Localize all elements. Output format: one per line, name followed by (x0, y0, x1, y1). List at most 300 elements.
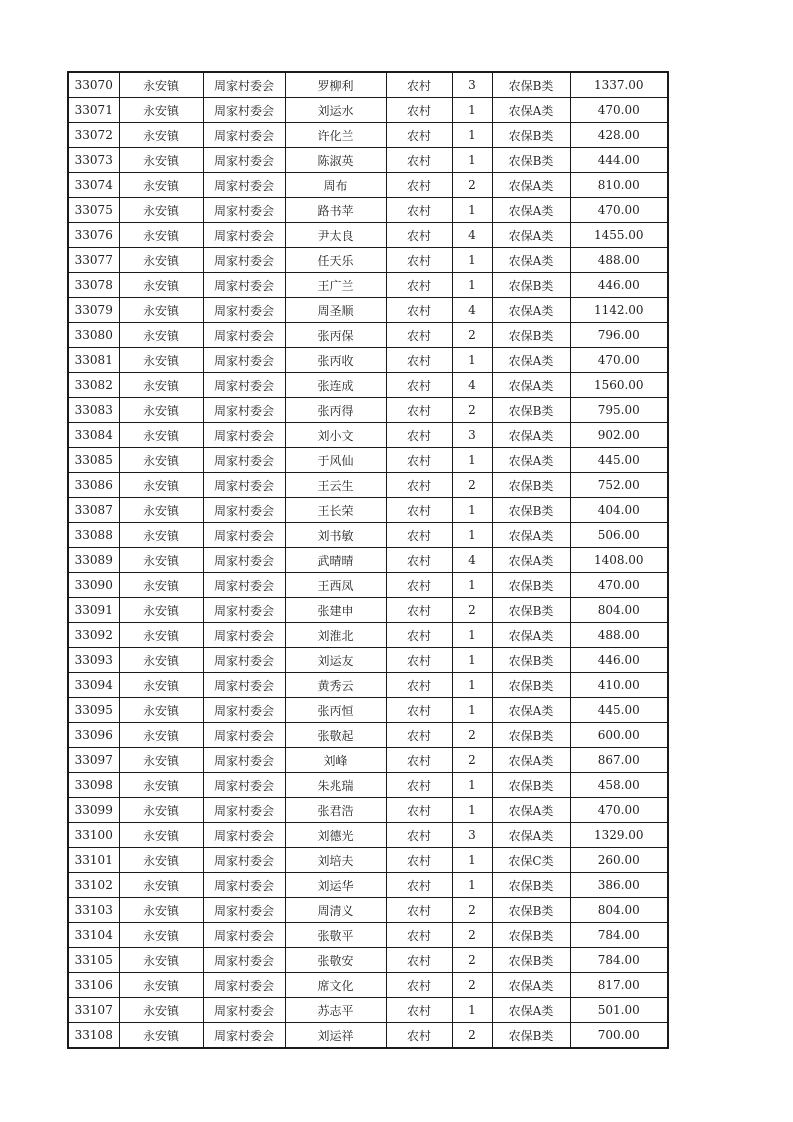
cell-record-id: 33073 (68, 148, 119, 173)
cell-town: 永安镇 (119, 848, 203, 873)
cell-residence-type: 农村 (386, 648, 452, 673)
cell-town: 永安镇 (119, 423, 203, 448)
cell-person-count: 4 (452, 373, 492, 398)
table-row (68, 698, 668, 723)
table-row (68, 848, 668, 873)
cell-record-id: 33079 (68, 298, 119, 323)
cell-insurance-category: 农保B类 (492, 498, 570, 523)
cell-person-count: 2 (452, 323, 492, 348)
cell-record-id: 33087 (68, 498, 119, 523)
cell-person-count: 1 (452, 273, 492, 298)
cell-person-count: 2 (452, 898, 492, 923)
cell-town: 永安镇 (119, 948, 203, 973)
table-row (68, 398, 668, 423)
cell-village-committee: 周家村委会 (203, 773, 285, 798)
cell-town: 永安镇 (119, 223, 203, 248)
table-row (68, 348, 668, 373)
cell-person-count: 1 (452, 198, 492, 223)
table-row (68, 548, 668, 573)
cell-village-committee: 周家村委会 (203, 873, 285, 898)
cell-amount: 488.00 (570, 623, 668, 648)
cell-town: 永安镇 (119, 623, 203, 648)
cell-insurance-category: 农保B类 (492, 323, 570, 348)
cell-person-count: 2 (452, 973, 492, 998)
cell-person-count: 1 (452, 573, 492, 598)
cell-person-name: 刘运祥 (285, 1023, 386, 1049)
cell-town: 永安镇 (119, 323, 203, 348)
cell-town: 永安镇 (119, 98, 203, 123)
cell-residence-type: 农村 (386, 598, 452, 623)
cell-residence-type: 农村 (386, 398, 452, 423)
cell-town: 永安镇 (119, 973, 203, 998)
cell-insurance-category: 农保B类 (492, 398, 570, 423)
cell-town: 永安镇 (119, 348, 203, 373)
cell-person-count: 1 (452, 148, 492, 173)
cell-person-count: 4 (452, 548, 492, 573)
table-row (68, 798, 668, 823)
cell-record-id: 33103 (68, 898, 119, 923)
cell-record-id: 33097 (68, 748, 119, 773)
cell-person-count: 3 (452, 72, 492, 98)
cell-insurance-category: 农保B类 (492, 148, 570, 173)
table-row (68, 473, 668, 498)
cell-village-committee: 周家村委会 (203, 398, 285, 423)
cell-residence-type: 农村 (386, 198, 452, 223)
cell-amount: 600.00 (570, 723, 668, 748)
cell-village-committee: 周家村委会 (203, 923, 285, 948)
cell-residence-type: 农村 (386, 798, 452, 823)
cell-amount: 796.00 (570, 323, 668, 348)
cell-amount: 810.00 (570, 173, 668, 198)
cell-person-name: 张敬安 (285, 948, 386, 973)
cell-insurance-category: 农保A类 (492, 623, 570, 648)
cell-insurance-category: 农保A类 (492, 448, 570, 473)
cell-amount: 488.00 (570, 248, 668, 273)
cell-person-name: 刘运水 (285, 98, 386, 123)
cell-person-count: 1 (452, 623, 492, 648)
cell-village-committee: 周家村委会 (203, 348, 285, 373)
cell-insurance-category: 农保A类 (492, 173, 570, 198)
cell-amount: 902.00 (570, 423, 668, 448)
cell-town: 永安镇 (119, 473, 203, 498)
cell-record-id: 33080 (68, 323, 119, 348)
cell-record-id: 33071 (68, 98, 119, 123)
cell-amount: 752.00 (570, 473, 668, 498)
cell-village-committee: 周家村委会 (203, 848, 285, 873)
cell-amount: 1337.00 (570, 72, 668, 98)
cell-record-id: 33104 (68, 923, 119, 948)
cell-village-committee: 周家村委会 (203, 148, 285, 173)
table-row (68, 1023, 668, 1049)
cell-person-count: 4 (452, 298, 492, 323)
cell-village-committee: 周家村委会 (203, 573, 285, 598)
cell-person-name: 张君浩 (285, 798, 386, 823)
cell-village-committee: 周家村委会 (203, 1023, 285, 1049)
cell-record-id: 33092 (68, 623, 119, 648)
cell-insurance-category: 农保B类 (492, 723, 570, 748)
cell-village-committee: 周家村委会 (203, 473, 285, 498)
cell-record-id: 33101 (68, 848, 119, 873)
table-row (68, 523, 668, 548)
cell-residence-type: 农村 (386, 72, 452, 98)
table-row (68, 723, 668, 748)
cell-residence-type: 农村 (386, 98, 452, 123)
cell-insurance-category: 农保A类 (492, 298, 570, 323)
cell-person-name: 于风仙 (285, 448, 386, 473)
cell-insurance-category: 农保B类 (492, 72, 570, 98)
cell-amount: 404.00 (570, 498, 668, 523)
cell-town: 永安镇 (119, 798, 203, 823)
cell-residence-type: 农村 (386, 423, 452, 448)
table-row (68, 773, 668, 798)
cell-person-name: 刘运友 (285, 648, 386, 673)
records-table (67, 71, 669, 1049)
cell-person-name: 刘培夫 (285, 848, 386, 873)
cell-amount: 470.00 (570, 198, 668, 223)
cell-record-id: 33081 (68, 348, 119, 373)
cell-insurance-category: 农保B类 (492, 673, 570, 698)
cell-town: 永安镇 (119, 648, 203, 673)
cell-record-id: 33094 (68, 673, 119, 698)
cell-person-count: 4 (452, 223, 492, 248)
cell-record-id: 33083 (68, 398, 119, 423)
cell-person-name: 王云生 (285, 473, 386, 498)
cell-person-name: 周圣顺 (285, 298, 386, 323)
cell-insurance-category: 农保A类 (492, 823, 570, 848)
cell-person-count: 1 (452, 998, 492, 1023)
cell-record-id: 33106 (68, 973, 119, 998)
cell-village-committee: 周家村委会 (203, 498, 285, 523)
cell-insurance-category: 农保A类 (492, 748, 570, 773)
cell-village-committee: 周家村委会 (203, 748, 285, 773)
cell-person-name: 朱兆瑞 (285, 773, 386, 798)
table-row (68, 998, 668, 1023)
cell-person-name: 许化兰 (285, 123, 386, 148)
table-row (68, 123, 668, 148)
cell-person-name: 张敬起 (285, 723, 386, 748)
cell-person-count: 1 (452, 98, 492, 123)
cell-town: 永安镇 (119, 723, 203, 748)
cell-residence-type: 农村 (386, 823, 452, 848)
cell-record-id: 33077 (68, 248, 119, 273)
table-row (68, 598, 668, 623)
cell-record-id: 33099 (68, 798, 119, 823)
cell-insurance-category: 农保A类 (492, 373, 570, 398)
cell-insurance-category: 农保A类 (492, 548, 570, 573)
cell-insurance-category: 农保A类 (492, 348, 570, 373)
cell-record-id: 33102 (68, 873, 119, 898)
cell-person-name: 席文化 (285, 973, 386, 998)
table-row (68, 973, 668, 998)
cell-person-count: 2 (452, 1023, 492, 1049)
cell-insurance-category: 农保A类 (492, 973, 570, 998)
cell-residence-type: 农村 (386, 523, 452, 548)
cell-person-name: 刘书敏 (285, 523, 386, 548)
table-row (68, 173, 668, 198)
cell-amount: 1329.00 (570, 823, 668, 848)
cell-person-name: 路书苹 (285, 198, 386, 223)
cell-town: 永安镇 (119, 198, 203, 223)
cell-town: 永安镇 (119, 248, 203, 273)
cell-residence-type: 农村 (386, 748, 452, 773)
cell-amount: 386.00 (570, 873, 668, 898)
cell-town: 永安镇 (119, 448, 203, 473)
cell-insurance-category: 农保B类 (492, 473, 570, 498)
table-row (68, 923, 668, 948)
cell-insurance-category: 农保A类 (492, 998, 570, 1023)
cell-village-committee: 周家村委会 (203, 698, 285, 723)
cell-person-name: 刘淮北 (285, 623, 386, 648)
cell-residence-type: 农村 (386, 448, 452, 473)
cell-amount: 260.00 (570, 848, 668, 873)
cell-person-name: 刘小文 (285, 423, 386, 448)
table-row (68, 623, 668, 648)
cell-town: 永安镇 (119, 698, 203, 723)
cell-amount: 1408.00 (570, 548, 668, 573)
cell-record-id: 33091 (68, 598, 119, 623)
cell-person-name: 王西凤 (285, 573, 386, 598)
cell-person-count: 1 (452, 123, 492, 148)
cell-town: 永安镇 (119, 923, 203, 948)
cell-record-id: 33093 (68, 648, 119, 673)
cell-person-count: 1 (452, 848, 492, 873)
cell-person-name: 张丙保 (285, 323, 386, 348)
cell-insurance-category: 农保B类 (492, 773, 570, 798)
cell-residence-type: 农村 (386, 973, 452, 998)
cell-village-committee: 周家村委会 (203, 72, 285, 98)
cell-amount: 784.00 (570, 923, 668, 948)
cell-village-committee: 周家村委会 (203, 998, 285, 1023)
cell-person-name: 王长荣 (285, 498, 386, 523)
cell-insurance-category: 农保C类 (492, 848, 570, 873)
cell-person-name: 张敬平 (285, 923, 386, 948)
cell-amount: 446.00 (570, 648, 668, 673)
cell-town: 永安镇 (119, 573, 203, 598)
cell-amount: 1142.00 (570, 298, 668, 323)
cell-residence-type: 农村 (386, 273, 452, 298)
cell-village-committee: 周家村委会 (203, 548, 285, 573)
cell-residence-type: 农村 (386, 673, 452, 698)
cell-insurance-category: 农保A类 (492, 798, 570, 823)
cell-person-count: 2 (452, 923, 492, 948)
cell-person-count: 2 (452, 748, 492, 773)
cell-insurance-category: 农保A类 (492, 223, 570, 248)
cell-amount: 445.00 (570, 448, 668, 473)
cell-amount: 470.00 (570, 348, 668, 373)
cell-amount: 470.00 (570, 573, 668, 598)
cell-village-committee: 周家村委会 (203, 123, 285, 148)
cell-person-count: 1 (452, 498, 492, 523)
cell-residence-type: 农村 (386, 498, 452, 523)
cell-person-name: 黄秀云 (285, 673, 386, 698)
table-row (68, 323, 668, 348)
cell-person-count: 1 (452, 523, 492, 548)
cell-record-id: 33090 (68, 573, 119, 598)
cell-amount: 470.00 (570, 798, 668, 823)
cell-residence-type: 农村 (386, 773, 452, 798)
cell-town: 永安镇 (119, 298, 203, 323)
cell-person-count: 1 (452, 348, 492, 373)
table-row (68, 873, 668, 898)
cell-person-name: 刘运华 (285, 873, 386, 898)
cell-record-id: 33098 (68, 773, 119, 798)
cell-village-committee: 周家村委会 (203, 423, 285, 448)
table-row (68, 298, 668, 323)
cell-town: 永安镇 (119, 148, 203, 173)
cell-record-id: 33095 (68, 698, 119, 723)
cell-town: 永安镇 (119, 998, 203, 1023)
cell-residence-type: 农村 (386, 148, 452, 173)
cell-village-committee: 周家村委会 (203, 298, 285, 323)
table-row (68, 648, 668, 673)
cell-town: 永安镇 (119, 873, 203, 898)
cell-record-id: 33070 (68, 72, 119, 98)
cell-residence-type: 农村 (386, 473, 452, 498)
cell-record-id: 33078 (68, 273, 119, 298)
cell-town: 永安镇 (119, 898, 203, 923)
table-row (68, 273, 668, 298)
cell-town: 永安镇 (119, 173, 203, 198)
cell-residence-type: 农村 (386, 548, 452, 573)
cell-village-committee: 周家村委会 (203, 173, 285, 198)
cell-residence-type: 农村 (386, 373, 452, 398)
cell-insurance-category: 农保B类 (492, 598, 570, 623)
cell-village-committee: 周家村委会 (203, 648, 285, 673)
cell-amount: 444.00 (570, 148, 668, 173)
cell-insurance-category: 农保B类 (492, 898, 570, 923)
cell-residence-type: 农村 (386, 323, 452, 348)
cell-insurance-category: 农保A类 (492, 248, 570, 273)
table-row (68, 448, 668, 473)
cell-town: 永安镇 (119, 398, 203, 423)
cell-person-count: 1 (452, 798, 492, 823)
cell-town: 永安镇 (119, 72, 203, 98)
cell-amount: 446.00 (570, 273, 668, 298)
cell-village-committee: 周家村委会 (203, 523, 285, 548)
cell-town: 永安镇 (119, 1023, 203, 1049)
cell-record-id: 33107 (68, 998, 119, 1023)
cell-record-id: 33074 (68, 173, 119, 198)
table-row (68, 673, 668, 698)
cell-village-committee: 周家村委会 (203, 373, 285, 398)
cell-record-id: 33105 (68, 948, 119, 973)
cell-person-name: 刘德光 (285, 823, 386, 848)
cell-record-id: 33088 (68, 523, 119, 548)
cell-insurance-category: 农保A类 (492, 98, 570, 123)
cell-person-name: 张建申 (285, 598, 386, 623)
cell-insurance-category: 农保B类 (492, 873, 570, 898)
cell-residence-type: 农村 (386, 848, 452, 873)
cell-village-committee: 周家村委会 (203, 448, 285, 473)
table-row (68, 148, 668, 173)
cell-record-id: 33084 (68, 423, 119, 448)
cell-record-id: 33085 (68, 448, 119, 473)
table-row (68, 423, 668, 448)
cell-village-committee: 周家村委会 (203, 198, 285, 223)
cell-person-name: 苏志平 (285, 998, 386, 1023)
cell-record-id: 33086 (68, 473, 119, 498)
cell-town: 永安镇 (119, 273, 203, 298)
cell-person-count: 1 (452, 698, 492, 723)
cell-village-committee: 周家村委会 (203, 598, 285, 623)
cell-person-count: 1 (452, 448, 492, 473)
cell-person-name: 王广兰 (285, 273, 386, 298)
cell-insurance-category: 农保B类 (492, 573, 570, 598)
cell-person-count: 1 (452, 248, 492, 273)
cell-insurance-category: 农保A类 (492, 423, 570, 448)
cell-person-name: 张丙收 (285, 348, 386, 373)
cell-village-committee: 周家村委会 (203, 673, 285, 698)
cell-record-id: 33072 (68, 123, 119, 148)
cell-person-name: 任天乐 (285, 248, 386, 273)
cell-person-count: 1 (452, 873, 492, 898)
cell-town: 永安镇 (119, 773, 203, 798)
cell-village-committee: 周家村委会 (203, 98, 285, 123)
table-row (68, 948, 668, 973)
cell-village-committee: 周家村委会 (203, 723, 285, 748)
cell-record-id: 33096 (68, 723, 119, 748)
cell-person-name: 武晴晴 (285, 548, 386, 573)
cell-person-name: 周清义 (285, 898, 386, 923)
cell-insurance-category: 农保B类 (492, 273, 570, 298)
cell-person-count: 1 (452, 673, 492, 698)
records-table-body (68, 72, 668, 1048)
cell-amount: 470.00 (570, 98, 668, 123)
cell-amount: 867.00 (570, 748, 668, 773)
table-row (68, 72, 668, 98)
cell-amount: 795.00 (570, 398, 668, 423)
cell-amount: 804.00 (570, 898, 668, 923)
table-row (68, 248, 668, 273)
cell-residence-type: 农村 (386, 173, 452, 198)
cell-village-committee: 周家村委会 (203, 898, 285, 923)
cell-residence-type: 农村 (386, 923, 452, 948)
cell-person-name: 尹太良 (285, 223, 386, 248)
cell-insurance-category: 农保B类 (492, 1023, 570, 1049)
cell-person-name: 张丙得 (285, 398, 386, 423)
cell-record-id: 33108 (68, 1023, 119, 1049)
cell-insurance-category: 农保A类 (492, 698, 570, 723)
cell-village-committee: 周家村委会 (203, 623, 285, 648)
cell-person-count: 2 (452, 398, 492, 423)
table-row (68, 823, 668, 848)
cell-person-count: 3 (452, 423, 492, 448)
cell-person-name: 陈淑英 (285, 148, 386, 173)
cell-residence-type: 农村 (386, 298, 452, 323)
cell-insurance-category: 农保A类 (492, 198, 570, 223)
cell-residence-type: 农村 (386, 223, 452, 248)
table-row (68, 573, 668, 598)
cell-residence-type: 农村 (386, 348, 452, 373)
cell-village-committee: 周家村委会 (203, 823, 285, 848)
cell-record-id: 33089 (68, 548, 119, 573)
cell-person-count: 2 (452, 173, 492, 198)
cell-village-committee: 周家村委会 (203, 223, 285, 248)
table-row (68, 223, 668, 248)
cell-insurance-category: 农保A类 (492, 523, 570, 548)
cell-amount: 445.00 (570, 698, 668, 723)
cell-record-id: 33076 (68, 223, 119, 248)
cell-amount: 784.00 (570, 948, 668, 973)
cell-residence-type: 农村 (386, 123, 452, 148)
cell-residence-type: 农村 (386, 998, 452, 1023)
cell-person-name: 刘峰 (285, 748, 386, 773)
table-row (68, 198, 668, 223)
cell-person-count: 3 (452, 823, 492, 848)
cell-residence-type: 农村 (386, 873, 452, 898)
cell-town: 永安镇 (119, 548, 203, 573)
cell-amount: 1560.00 (570, 373, 668, 398)
